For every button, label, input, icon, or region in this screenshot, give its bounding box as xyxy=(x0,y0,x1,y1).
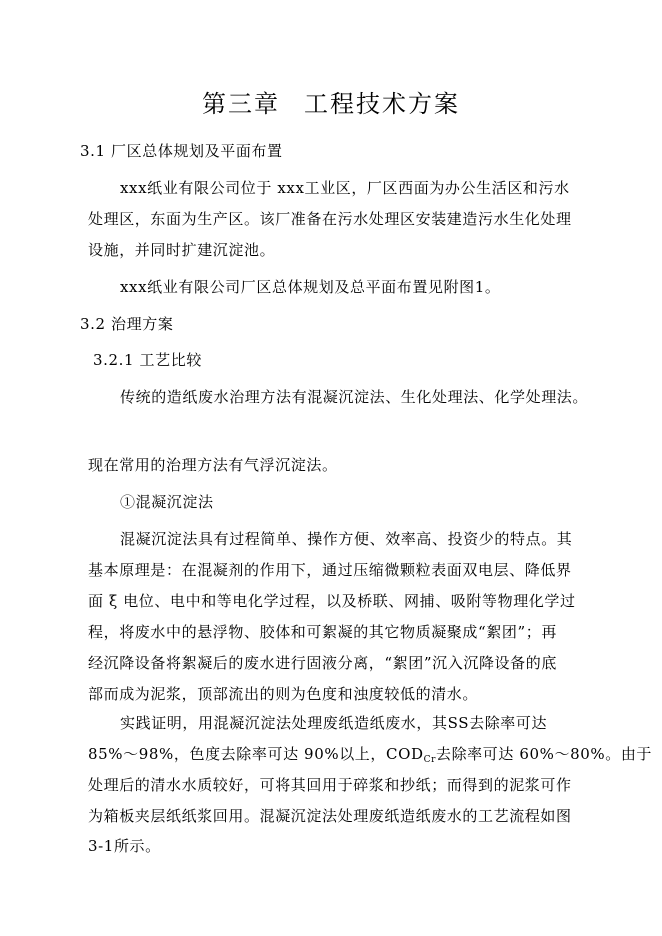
paragraph-line: 混凝沉淀法具有过程简单、操作方便、效率高、投资少的特点。其 xyxy=(120,530,573,548)
section-heading-3-2: 3.2 治理方案 xyxy=(80,315,174,333)
subscript: Cr xyxy=(423,755,436,765)
text-run: 85%～98%，色度去除率可达 90%以上，COD xyxy=(88,745,424,763)
paragraph-line: 面 ξ 电位、电中和等电化学过程，以及桥联、网捕、吸附等物理化学过 xyxy=(88,592,576,610)
paragraph-line: 处理区，东面为生产区。该厂准备在污水处理区安装建造污水生化处理 xyxy=(88,210,572,228)
paragraph-line: 3-1所示。 xyxy=(88,837,161,855)
paragraph-line: 设施，并同时扩建沉淀池。 xyxy=(88,241,276,259)
method-heading: ①混凝沉淀法 xyxy=(120,493,214,511)
paragraph-line xyxy=(88,744,652,764)
paragraph-line: xxx纸业有限公司厂区总体规划及总平面布置见附图1。 xyxy=(120,278,501,296)
paragraph-line: 基本原理是：在混凝剂的作用下，通过压缩微颗粒表面双电层、降低界 xyxy=(88,561,572,579)
text-run: 去除率可达 60%～80%。由于 xyxy=(435,745,653,763)
paragraph-line: 现在常用的治理方法有气浮沉淀法。 xyxy=(88,456,338,474)
chapter-name: 工程技术方案 xyxy=(304,90,460,118)
chapter-title xyxy=(0,89,662,119)
paragraph-line: 程，将废水中的悬浮物、胶体和可絮凝的其它物质凝聚成“絮团”；再 xyxy=(88,623,557,641)
paragraph-line: 为箱板夹层纸纸浆回用。混凝沉淀法处理废纸造纸废水的工艺流程如图 xyxy=(88,807,572,825)
subsection-heading-3-2-1: 3.2.1 工艺比较 xyxy=(93,351,202,369)
paragraph-line: 实践证明，用混凝沉淀法处理废纸造纸废水，其SS去除率可达 xyxy=(120,714,548,732)
paragraph-line: xxx纸业有限公司位于 xxx工业区，厂区西面为办公生活区和污水 xyxy=(120,179,570,197)
chapter-number: 第三章 xyxy=(202,90,280,118)
section-heading-3-1: 3.1 厂区总体规划及平面布置 xyxy=(80,142,283,160)
paragraph-line: 传统的造纸废水治理方法有混凝沉淀法、生化处理法、化学处理法。 xyxy=(120,388,589,406)
paragraph-line: 经沉降设备将絮凝后的废水进行固液分离，“絮团”沉入沉降设备的底 xyxy=(88,654,557,672)
paragraph-line: 部而成为泥浆，顶部流出的则为色度和浊度较低的清水。 xyxy=(88,685,479,703)
paragraph-line: 处理后的清水水质较好，可将其回用于碎浆和抄纸；而得到的泥浆可作 xyxy=(88,776,572,794)
